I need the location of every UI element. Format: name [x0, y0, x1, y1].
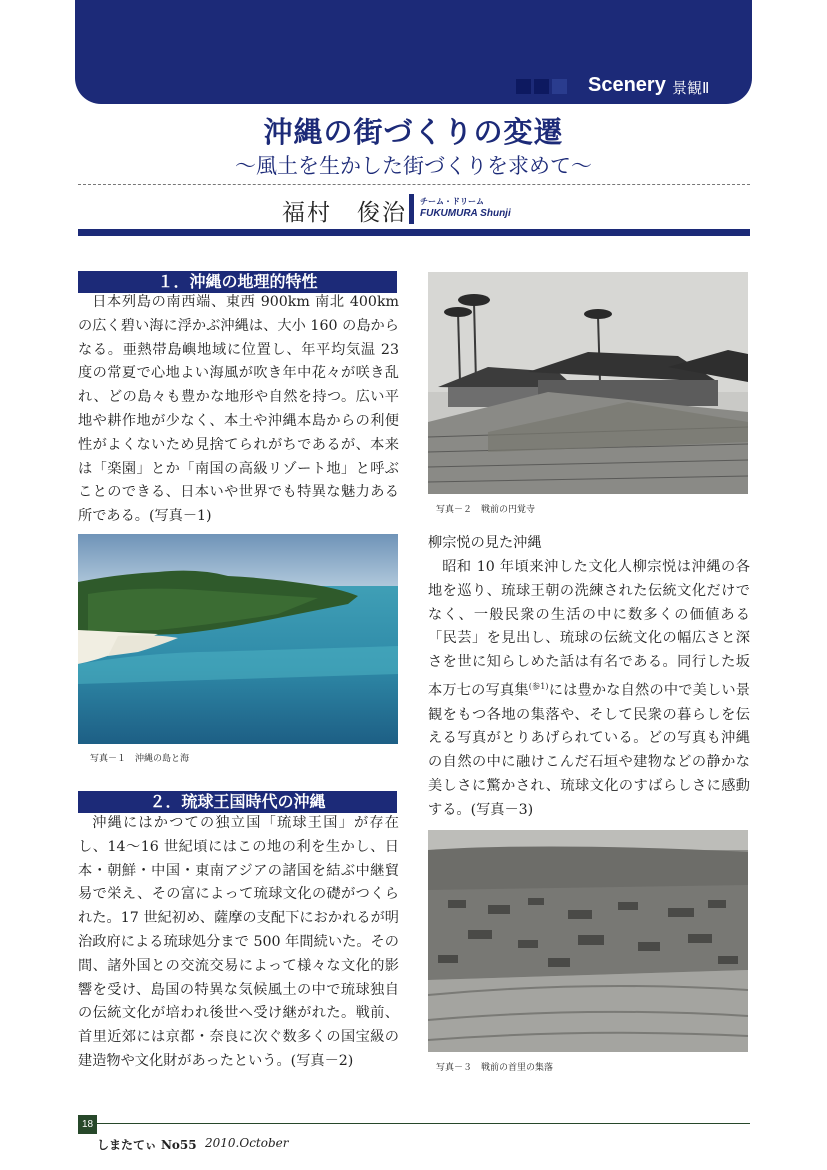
section1-body: [78, 291, 399, 529]
page-number: 18: [78, 1115, 97, 1134]
article-title: 沖縄の街づくりの変遷: [263, 115, 564, 149]
author-team: チーム・ドリーム: [420, 197, 484, 206]
shuri-settlement-image: [428, 830, 748, 1052]
footer-magazine: しまたてぃ No55: [97, 1138, 197, 1152]
section3-heading: 柳宗悦の見た沖縄: [428, 535, 542, 551]
section3-text-part1: 昭和 10 年頃来沖した文化人柳宗悦は沖縄の各地を巡り、琉球王朝の洗練された伝統文化だけでなく、一般民衆の生活の中に数多くの価値ある「民芸」を見出し、琉球の伝統文化の幅広さと深さを世に知らしめた話は有名である。同行した坂本万七の写真集: [428, 559, 750, 699]
photo-island-sea: [78, 534, 398, 744]
section3-body: [428, 556, 750, 823]
section2-paragraph: 沖縄にはかつての独立国「琉球王国」が存在し、14～16 世紀頃にはこの地の利を生かし、日本・朝鮮・中国・東南アジアの諸国を結ぶ中継貿易で栄え、その富によって琉球文化の礎がつくられた。17 世紀初め、薩摩の支配下におかれるが明治政府による琉球処分まで 500 年間続いた。その間、諸外国との交流交易によって様々な文化的影響を受け、島国の特異な気候風土の中で琉球独自の伝統文化が培われ後世へ受け継がれた。戦前、首里近郊には京都・奈良に次ぐ数多くの国宝級の建造物や文化財があったという。(写真－2): [78, 815, 399, 1069]
engakuji-image: [428, 272, 748, 494]
section2-heading: ２．琉球王国時代の沖縄: [78, 791, 397, 813]
footer-date: 2010.October: [205, 1136, 289, 1150]
section3-paragraph: [428, 556, 750, 823]
header-squares-decoration: [516, 79, 567, 94]
footer-rule: [97, 1123, 750, 1124]
article-subtitle: ～風土を生かした街づくりを求めて～: [235, 154, 592, 178]
section1-paragraph: 日本列島の南西端、東西 900km 南北 400km の広く碧い海に浮かぶ沖縄は、大小 160 の島からなる。亜熱帯島嶼地域に位置し、年平均気温 23 度の常夏で心地よい海風が吹き年中花々が咲き乱れ、どの島々も豊かな地形や自然を持つ。広い平地や耕作地が少なく、本土や沖縄本島からの利便性がよくないため見捨てられがちであるが、本来は「楽園」とか「南国の高級リゾート地」と呼ぶことのできる、日本いや世界でも特異な魅力ある所である。(写真－1): [78, 294, 399, 525]
author-roman: FUKUMURA Shunji: [420, 208, 511, 219]
photo-engakuji: [428, 272, 748, 494]
section2-body: [78, 812, 399, 1074]
section-word: Scenery: [588, 74, 666, 96]
island-sea-image: [78, 534, 398, 744]
author-name: 福村 俊治: [282, 200, 407, 226]
section1-heading: １．沖縄の地理的特性: [78, 271, 397, 293]
dashed-divider: [78, 184, 750, 185]
reference-note: (参1): [528, 681, 549, 691]
photo2-caption: 写真－２ 戦前の円覚寺: [436, 505, 536, 515]
header-rule: [78, 229, 750, 236]
section3-text-part2: には豊かな自然の中で美しい景観をもつ各地の集落や、そして民衆の暮らしを伝える写真がとりあげられている。どの写真も沖縄の自然の中に融けこんだ石垣や建物などの静かな美しさに驚かされ、琉球文化のすばらしさに感動する。(写真－3): [428, 682, 750, 818]
section-subtitle: 景観Ⅱ: [672, 79, 710, 97]
photo-shuri-settlement: [428, 830, 748, 1052]
photo1-caption: 写真－１ 沖縄の島と海: [90, 754, 190, 764]
photo3-caption: 写真－３ 戦前の首里の集落: [436, 1063, 554, 1073]
author-bar: [409, 194, 414, 224]
